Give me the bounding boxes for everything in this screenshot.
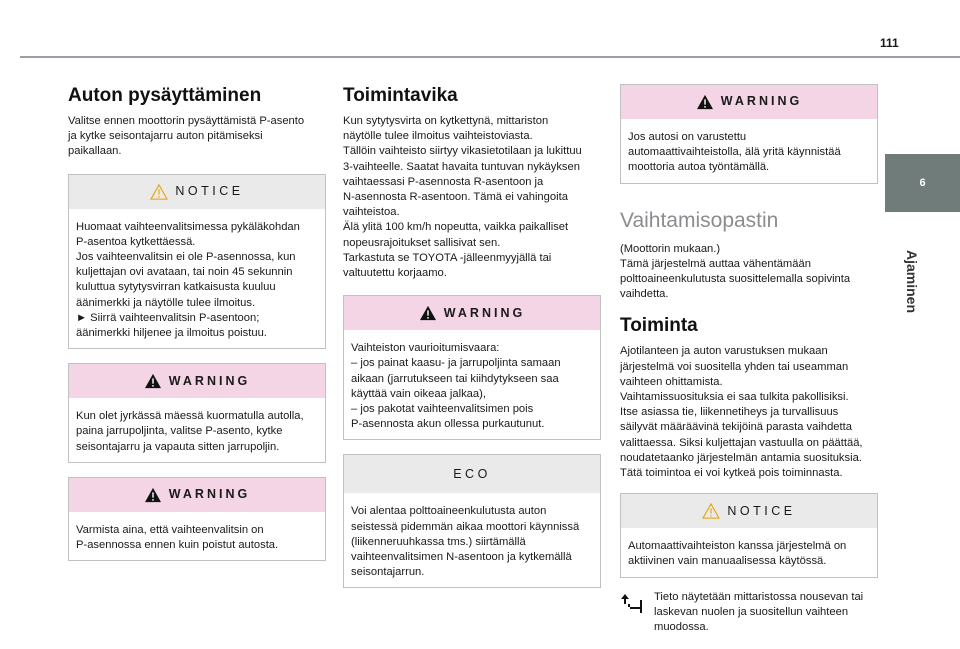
warning-box [343, 295, 601, 440]
warning-triangle-icon [696, 94, 714, 110]
warning-body: Varmista aina, että vaihteenvalitsin on P-asennossa ennen kuin poistut autosta. [76, 523, 279, 552]
eco-box [343, 454, 601, 588]
warning-header [621, 85, 877, 119]
intro-text: (Moottorin mukaan.) Tämä järjestelmä auttaa vähentämään polttoaineenkulutusta suosittelemalla sopivinta vaihdetta. [620, 242, 851, 301]
warning-triangle-icon [144, 487, 162, 503]
notice-header [621, 494, 877, 528]
gear-shift-arrow-icon [620, 592, 646, 614]
chapter-label: Ajaminen [904, 250, 920, 314]
body-text: Ajotilanteen ja auton varustuksen mukaan järjestelmä voi suositella yhden tai useamman vaihteen ohittamista. Vaihtamissuosituksia ei saa tulkita pakollisiksi. Itse asiassa tie, liikennetiheys ja turvallisuus säilyvät määräävinä tekijöinä parasta vaihdetta valittaessa. Siksi kuljettajan vastuulla on päättää, noudatetaanko järjestelmän antamia suosituksia. Tätä toimintoa ei voi kytkeä pois toiminnasta. [620, 345, 863, 480]
warning-box [620, 84, 878, 184]
intro-text: Valitse ennen moottorin pysäyttämistä P-asento ja kytke seisontajarru auton pitämiseksi paikallaan. [68, 115, 305, 158]
notice-header [69, 175, 325, 209]
warning-header [344, 296, 600, 330]
eco-title: ECO [453, 466, 491, 481]
warning-box [68, 363, 326, 463]
notice-title: NOTICE [727, 503, 796, 518]
warning-title: WARNING [443, 305, 526, 320]
section-heading: Vaihtamisopastin [620, 208, 779, 232]
warning-title: WARNING [720, 94, 803, 109]
warning-title: WARNING [168, 487, 251, 502]
gear-indicator-note [620, 590, 878, 636]
section-heading: Auton pysäyttäminen [68, 85, 262, 106]
top-rule [20, 56, 960, 58]
warning-header [69, 364, 325, 398]
eco-body: Voi alentaa polttoaineenkulutusta auton seistessä pidemmän aikaa moottori käynnissä (liikenneruuhkassa tms.) siirtämällä vaihteenvalitsimen N-asentoon ja kytkemällä seisontajarrun. [351, 505, 580, 579]
warning-triangle-icon [150, 184, 168, 200]
warning-triangle-icon [144, 373, 162, 389]
chapter-number: 6 [919, 177, 926, 189]
intro-text: Kun sytytysvirta on kytkettynä, mittariston näytölle tulee ilmoitus vaihteistoviasta. Tällöin vaihteisto siirtyy vikasietotilaan ja lukittuu 3-vaihteelle. Saatat havaita tuntuvan nykäyksen vaihtaessasi P-asennosta R-asentoon ja N-asennosta R-asentoon. Tämä ei vahingoita vaihteistoa. Älä ylitä 100 km/h nopeutta, vaikka paikalliset nopeusrajoitukset sallisivat sen. Tarkastuta se TOYOTA -jälleenmyyjällä tai valtuutettu korjaamo. [343, 115, 582, 280]
gear-indicator-text: Tieto näytetään mittaristossa nousevan tai laskevan nuolen ja suositellun vaihteen muodossa. [654, 590, 864, 634]
section-heading: Toimintavika [343, 85, 458, 106]
warning-body: Kun olet jyrkässä mäessä kuormatulla autolla, paina jarrupoljinta, valitse P-asento, kytke seisontajarru ja vapauta sitten jarrupoljin. [76, 410, 304, 453]
page-number: 111 [880, 36, 899, 50]
notice-box [620, 493, 878, 577]
column-middle [343, 84, 601, 588]
notice-title: NOTICE [175, 184, 244, 198]
warning-body: Jos autosi on varustettu automaattivaihteistolla, älä yritä käynnistää moottoria autoa työntämällä. [628, 131, 841, 174]
column-left [68, 84, 326, 561]
chapter-tab[interactable] [885, 154, 960, 212]
warning-header [69, 478, 325, 512]
notice-body: Automaattivaihteiston kanssa järjestelmä on aktiivinen vain manuaalisessa käytössä. [628, 540, 847, 568]
warning-body: Vaihteiston vaurioitumisvaara: – jos painat kaasu- ja jarrupoljinta samaan aikaan (jarrutukseen tai kiihdytykseen saa käyttää vain oikeaa jalkaa), – jos pakotat vaihteenvalitsimen pois P-asennosta akun ollessa purkautunut. [351, 342, 561, 431]
warning-title: WARNING [168, 373, 251, 388]
eco-header [344, 455, 600, 493]
subsection-heading: Toiminta [620, 315, 698, 337]
warning-triangle-icon [419, 305, 437, 321]
warning-box [68, 477, 326, 561]
warning-triangle-icon [702, 503, 720, 519]
notice-box [68, 174, 326, 350]
column-right [620, 84, 878, 635]
notice-body: Huomaat vaihteenvalitsimessa pykäläkohdan P-asentoa kytkettäessä. Jos vaihteenvalitsin ei ole P-asennossa, kun kuljettajan ovi avataan, tai noin 45 sekunnin kuluttua sytytysvirran katkaisusta kuuluu äänimerkki ja näytölle tulee ilmoitus. ► Siirrä vaihteenvalitsin P-asentoon; äänimerkki hiljenee ja ilmoitus poistuu. [76, 220, 300, 340]
